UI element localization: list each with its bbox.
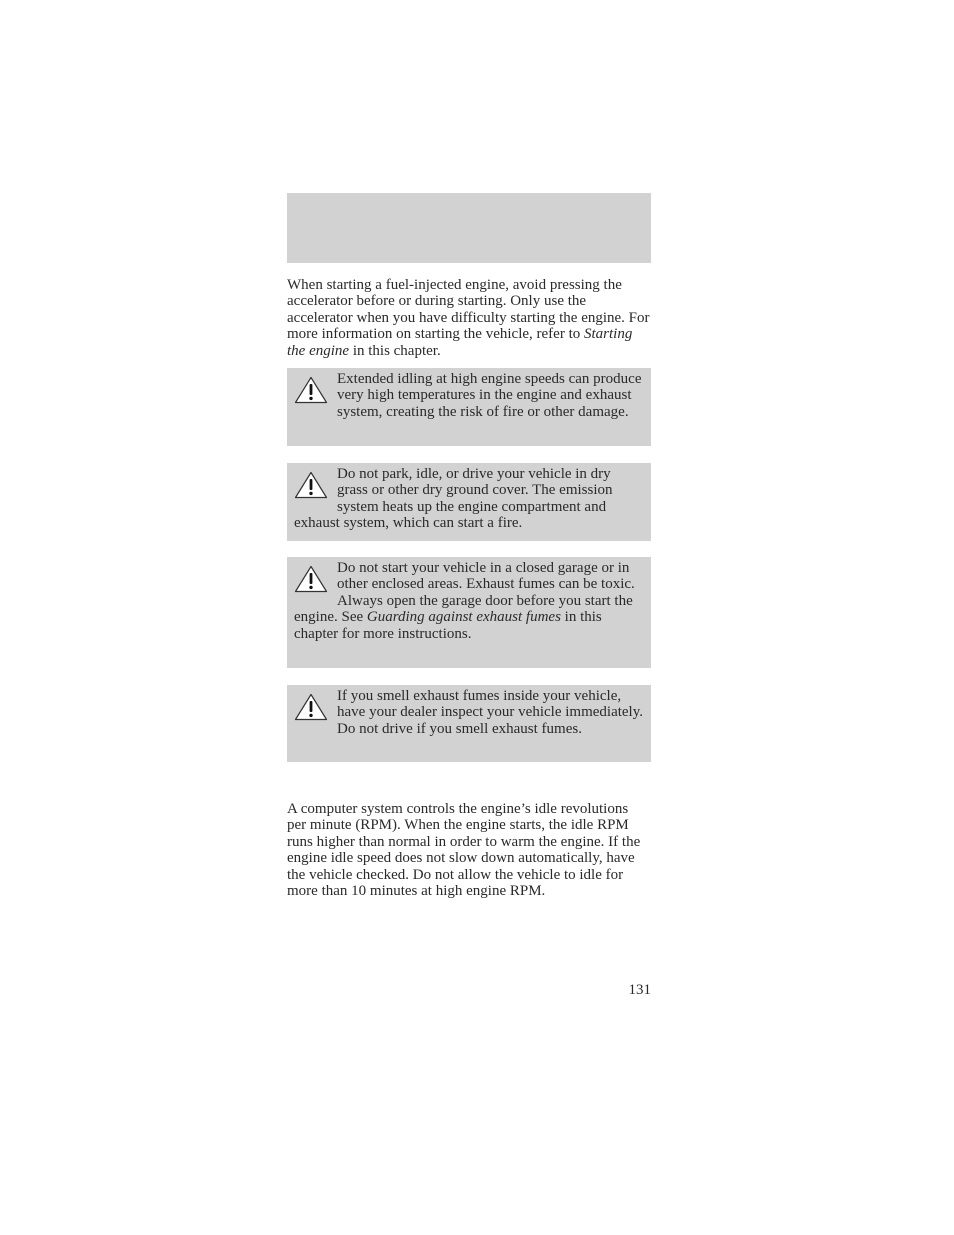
intro-paragraph <box>287 277 653 359</box>
warning-box <box>287 557 651 668</box>
starting-engine-reference: Starting the engine <box>287 326 633 359</box>
warning-text: Extended idling at high engine speeds can produce very high temperatures in the engine and exhaust system, creating the risk of fire or other damage. <box>337 371 642 420</box>
intro-tail: in this chapter. <box>349 342 441 359</box>
exhaust-fumes-reference: Guarding against exhaust fumes <box>366 609 561 626</box>
warning-box <box>287 368 651 446</box>
page-number: 131 <box>628 982 651 998</box>
section-header-band <box>287 193 651 263</box>
warning-text-end: in this chapter for more instructions. <box>294 609 602 642</box>
idle-speed-paragraph: A computer system controls the engine’s idle revolutions per minute (RPM). When the engine starts, the idle RPM runs higher than normal in order to warm the engine. If the engine idle speed does not slow down automatically, have the vehicle checked. Do not allow the vehicle to idle for more than 10 minutes at high engine RPM. <box>287 801 641 900</box>
warning-text: Do not park, idle, or drive your vehicle in dry grass or other dry ground cover. The emission system heats up the engine compartment and exhaust system, which can start a fire. <box>294 466 613 532</box>
warning-triangle-icon <box>294 471 328 499</box>
warning-box <box>287 463 651 541</box>
intro-text: When starting a fuel-injected engine, avoid pressing the accelerator before or during starting. Only use the accelerator when you have difficulty starting the engine. For more information on starting the vehicle, refer to <box>287 277 650 343</box>
warning-text-start: Do not start your vehicle in a closed garage or in other enclosed areas. Exhaust fumes can be toxic. Always open the garage door before you start the engine. See <box>294 560 635 626</box>
warning-box <box>287 685 651 762</box>
warning-text <box>294 560 643 642</box>
warning-triangle-icon <box>294 376 328 404</box>
warning-text: If you smell exhaust fumes inside your vehicle, have your dealer inspect your vehicle immediately. Do not drive if you smell exhaust fumes. <box>337 688 643 737</box>
warning-triangle-icon <box>294 693 328 721</box>
warning-triangle-icon <box>294 565 328 593</box>
